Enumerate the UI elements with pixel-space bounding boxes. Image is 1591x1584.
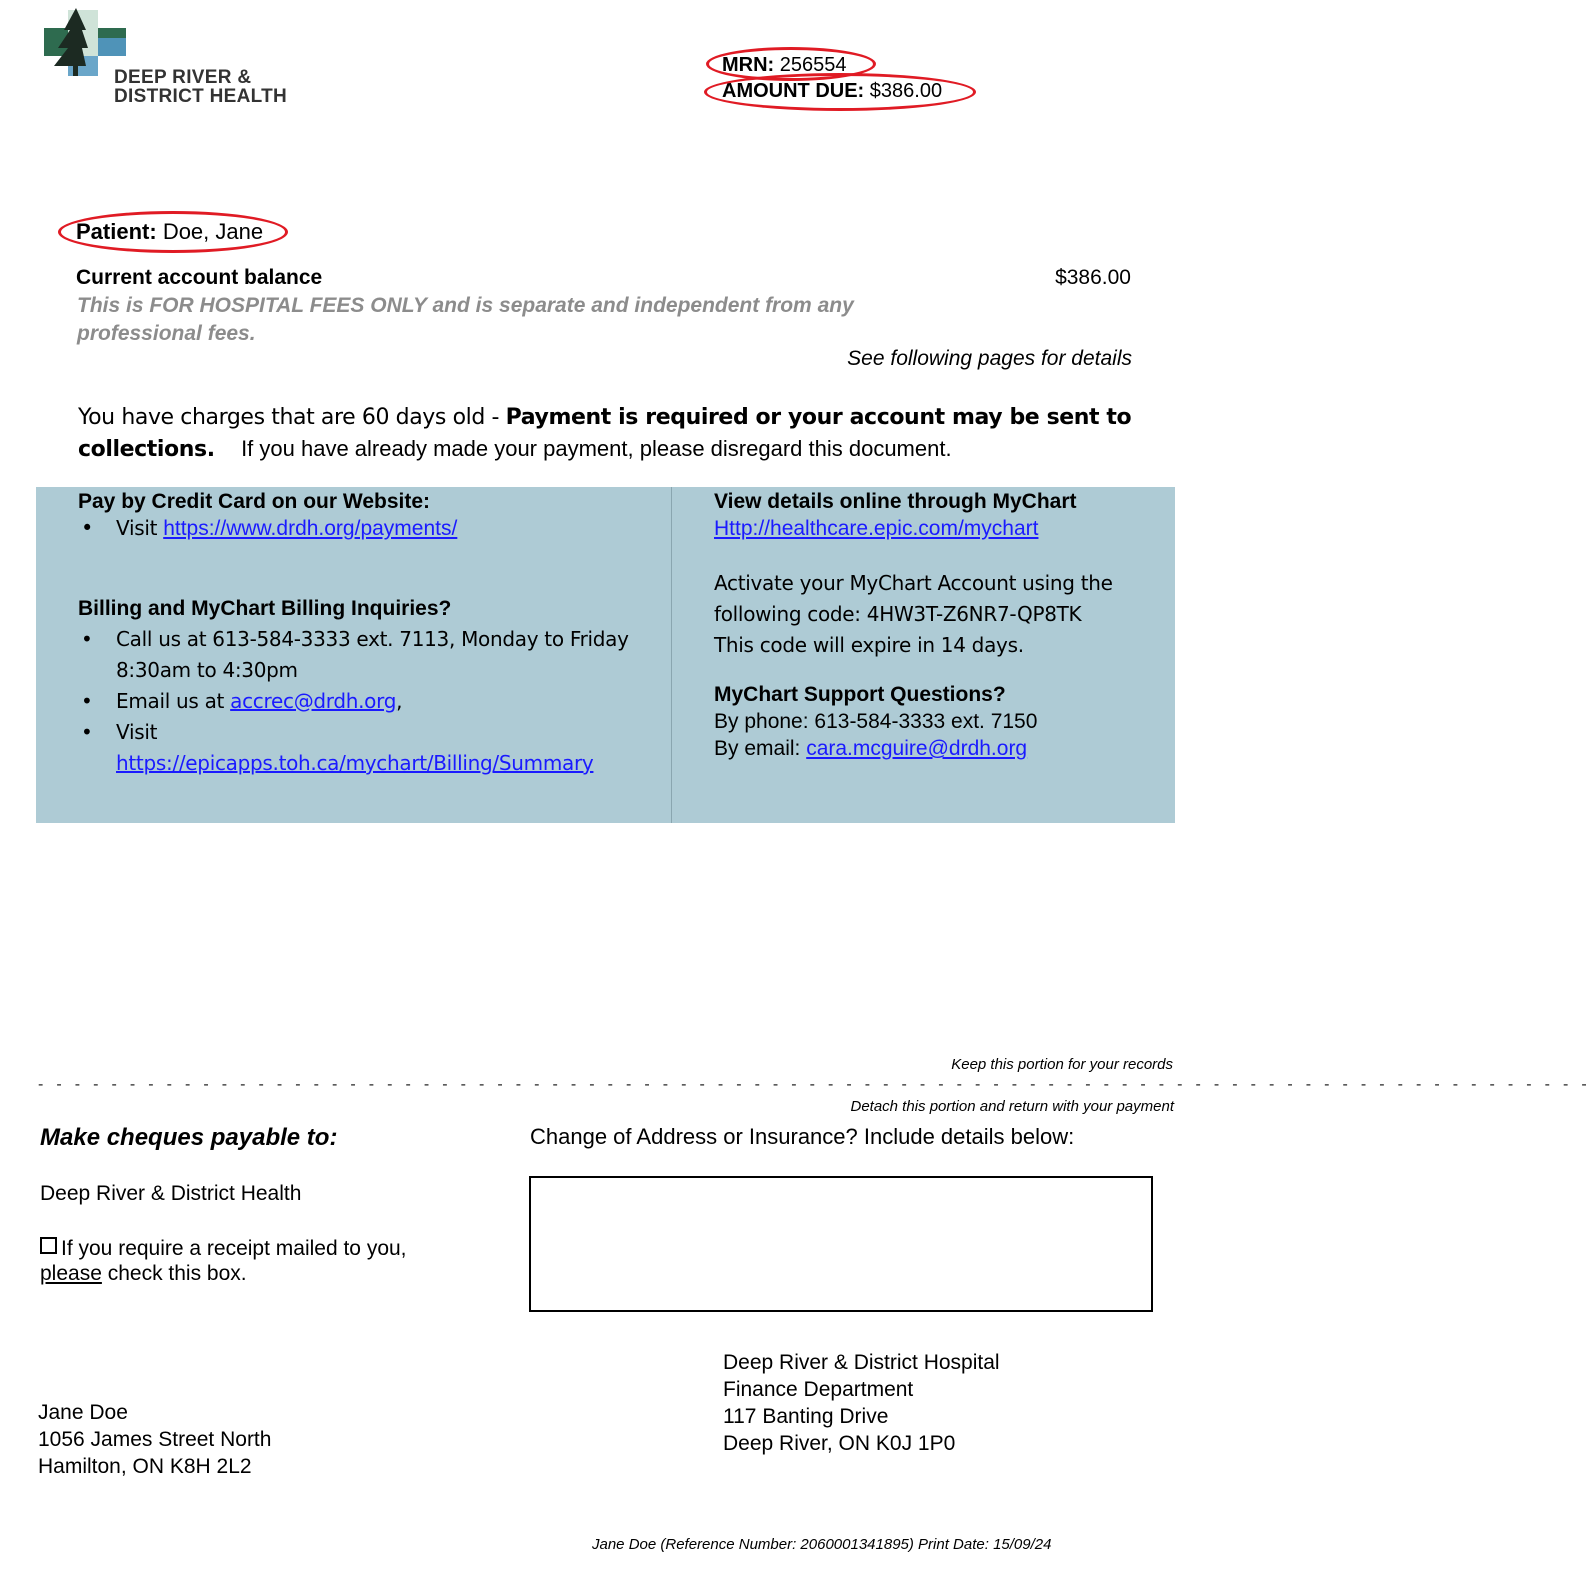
support-heading: MyChart Support Questions? — [714, 683, 1006, 706]
left-panel — [78, 489, 658, 779]
credit-card-heading: Pay by Credit Card on our Website: — [78, 490, 431, 513]
hospital-fees-note: This is FOR HOSPITAL FEES ONLY and is separate and independent from any professional fees. — [77, 294, 854, 345]
expire-text: This code will expire in 14 days. — [714, 633, 1024, 657]
payee-name: Deep River & District Health — [40, 1182, 302, 1205]
balance-value: $386.00 — [1055, 266, 1131, 289]
change-address-box[interactable] — [529, 1176, 1153, 1312]
mychart-link[interactable]: Http://healthcare.epic.com/mychart — [714, 517, 1039, 540]
email-item: • Email us at accrec@drdh.org, — [78, 686, 658, 717]
panel-divider — [671, 487, 672, 823]
keep-portion-note: Keep this portion for your records — [951, 1056, 1173, 1073]
mychart-heading: View details online through MyChart — [714, 490, 1077, 513]
amount-due-annotation-circle — [704, 73, 976, 111]
receipt-request: If you require a receipt mailed to you, please check this box. — [40, 1237, 407, 1285]
activate-text: Activate your MyChart Account using the following code: 4HW3T-Z6NR7-QP8TK — [714, 571, 1113, 626]
payment-notice: You have charges that are 60 days old - Payment is required or your account may be sent to collections. If you have already made your payment, please disregard this document. — [78, 405, 1132, 462]
billing-summary-link[interactable]: https://epicapps.toh.ca/mychart/Billing/Summary — [116, 751, 594, 775]
hospital-address: Deep River & District Hospital Finance Department 117 Banting Drive Deep River, ON K0J 1P0 — [723, 1351, 1000, 1455]
right-panel — [714, 489, 1154, 762]
detach-note: Detach this portion and return with your payment — [850, 1098, 1174, 1115]
patient-address: Jane Doe 1056 James Street North Hamilton, ON K8H 2L2 — [38, 1401, 272, 1478]
mrn: MRN: 256554 — [722, 54, 847, 76]
accrec-email-link[interactable]: accrec@drdh.org — [230, 689, 397, 713]
support-phone: By phone: 613-584-3333 ext. 7150 — [714, 710, 1038, 733]
change-address-label: Change of Address or Insurance? Include details below: — [530, 1124, 1075, 1149]
credit-visit-item: • Visit https://www.drdh.org/payments/ — [78, 515, 658, 542]
support-email-link[interactable]: cara.mcguire@drdh.org — [806, 737, 1028, 760]
detach-line: - - - - - - - - - - - - - - - - - - - - - - - - - - - - - - - - - - - - - - - - - - - - - - - - - - - - - - - - - - - - - - - - - - - - - - - - - - - - - - - - - - - - - — [38, 1076, 1591, 1093]
receipt-checkbox[interactable] — [40, 1237, 57, 1254]
patient-name: Patient: Doe, Jane — [76, 219, 264, 244]
org-name: DEEP RIVER & DISTRICT HEALTH — [114, 67, 288, 107]
cheques-heading: Make cheques payable to: — [40, 1124, 338, 1151]
patient-annotation-circle — [58, 211, 288, 253]
amount-due: AMOUNT DUE: $386.00 — [722, 80, 943, 102]
visit-item: • Visit https://epicapps.toh.ca/mychart/Billing/Summary — [78, 717, 658, 779]
call-item: • Call us at 613-584-3333 ext. 7113, Monday to Friday 8:30am to 4:30pm — [78, 624, 658, 686]
support-email: By email: cara.mcguire@drdh.org — [714, 737, 1028, 760]
see-following-note: See following pages for details — [847, 347, 1132, 370]
footer-reference: Jane Doe (Reference Number: 2060001341895) Print Date: 15/09/24 — [592, 1536, 1052, 1553]
billing-heading: Billing and MyChart Billing Inquiries? — [78, 597, 452, 620]
payments-link[interactable]: https://www.drdh.org/payments/ — [163, 517, 458, 540]
balance-label: Current account balance — [76, 266, 323, 289]
